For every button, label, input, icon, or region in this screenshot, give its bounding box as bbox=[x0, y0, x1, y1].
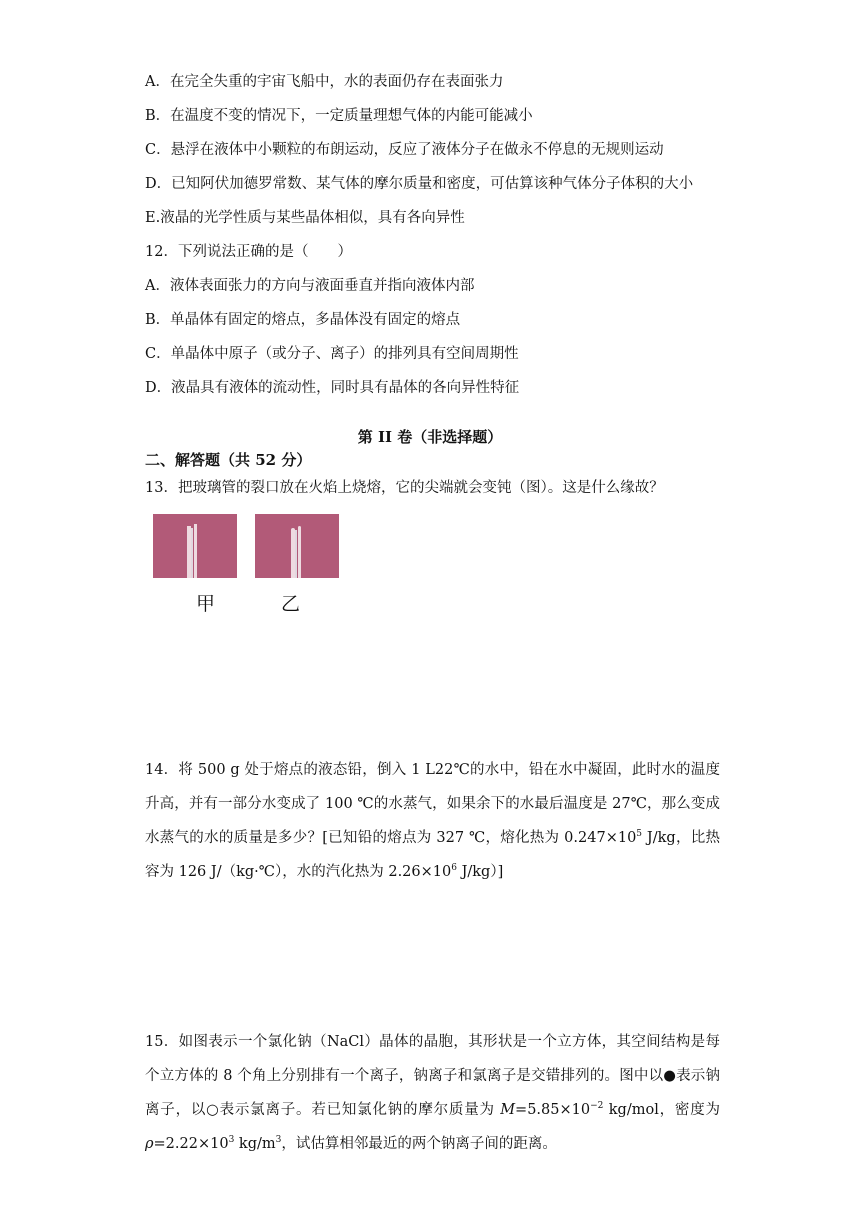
glass-tube-photo-right bbox=[255, 514, 339, 578]
q11-option-b: B．在温度不变的情况下，一定质量理想气体的内能可能减小 bbox=[145, 108, 533, 124]
q14-text: 14．将 500 g 处于熔点的液态铅，倒入 1 L22℃的水中，铅在水中凝固，此时水的温度升高，并有一部分水变成了 100 ℃的水蒸气，如果余下的水最后温度是 27℃，那么变成水蒸气的水的质量是多少？[已知铅的熔点为 327 ℃，熔化热为 $0.247\times 10^5$ J/kg，比热容为 126 J/（kg·℃），水的汽化热为 $2.26\times 10^6$ J/kg）] bbox=[145, 762, 720, 880]
part2-title: 第 II 卷（非选择题） bbox=[357, 428, 503, 446]
q12-option-c: C．单晶体中原子（或分子、离子）的排列具有空间周期性 bbox=[145, 346, 519, 362]
q12-option-d: D．液晶具有液体的流动性，同时具有晶体的各向异性特征 bbox=[145, 380, 520, 396]
q12-stem: 12．下列说法正确的是（ ） bbox=[145, 244, 352, 260]
q11-option-d: D．已知阿伏加德罗常数、某气体的摩尔质量和密度，可估算该种气体分子体积的大小 bbox=[145, 176, 694, 192]
q11-option-e: E.液晶的光学性质与某些晶体相似，具有各向异性 bbox=[145, 210, 465, 226]
glass-tube-photo-left bbox=[153, 514, 237, 578]
q12-option-a: A．液体表面张力的方向与液面垂直并指向液体内部 bbox=[145, 278, 475, 294]
caption-jia: 甲 bbox=[196, 593, 216, 615]
section-title: 二、解答题（共 52 分） bbox=[145, 451, 312, 469]
q11-option-c: C．悬浮在液体中小颗粒的布朗运动，反应了液体分子在做永不停息的无规则运动 bbox=[145, 142, 664, 158]
q12-option-b: B．单晶体有固定的熔点，多晶体没有固定的熔点 bbox=[145, 312, 461, 328]
q11-option-a: A．在完全失重的宇宙飞船中，水的表面仍存在表面张力 bbox=[145, 74, 504, 90]
caption-yi: 乙 bbox=[281, 593, 301, 615]
q13-stem: 13．把玻璃管的裂口放在火焰上烧熔，它的尖端就会变钝（图）。这是什么缘故？ bbox=[145, 480, 664, 496]
q15-text: 15．如图表示一个氯化钠（NaCl）晶体的晶胞，其形状是一个立方体，其空间结构是每个立方体的 8 个角上分别排有一个离子，钠离子和氯离子是交错排列的。图中以●表示钠离子，以○表示氯离子。若已知氯化钠的摩尔质量为 $M=5.85\times 10^{-2}$ kg/mol，密度为 $\rho=2.22\times 10^3$ $kg/m^3$，试估算相邻最近的两个钠离子间的距离。 bbox=[145, 1034, 720, 1152]
